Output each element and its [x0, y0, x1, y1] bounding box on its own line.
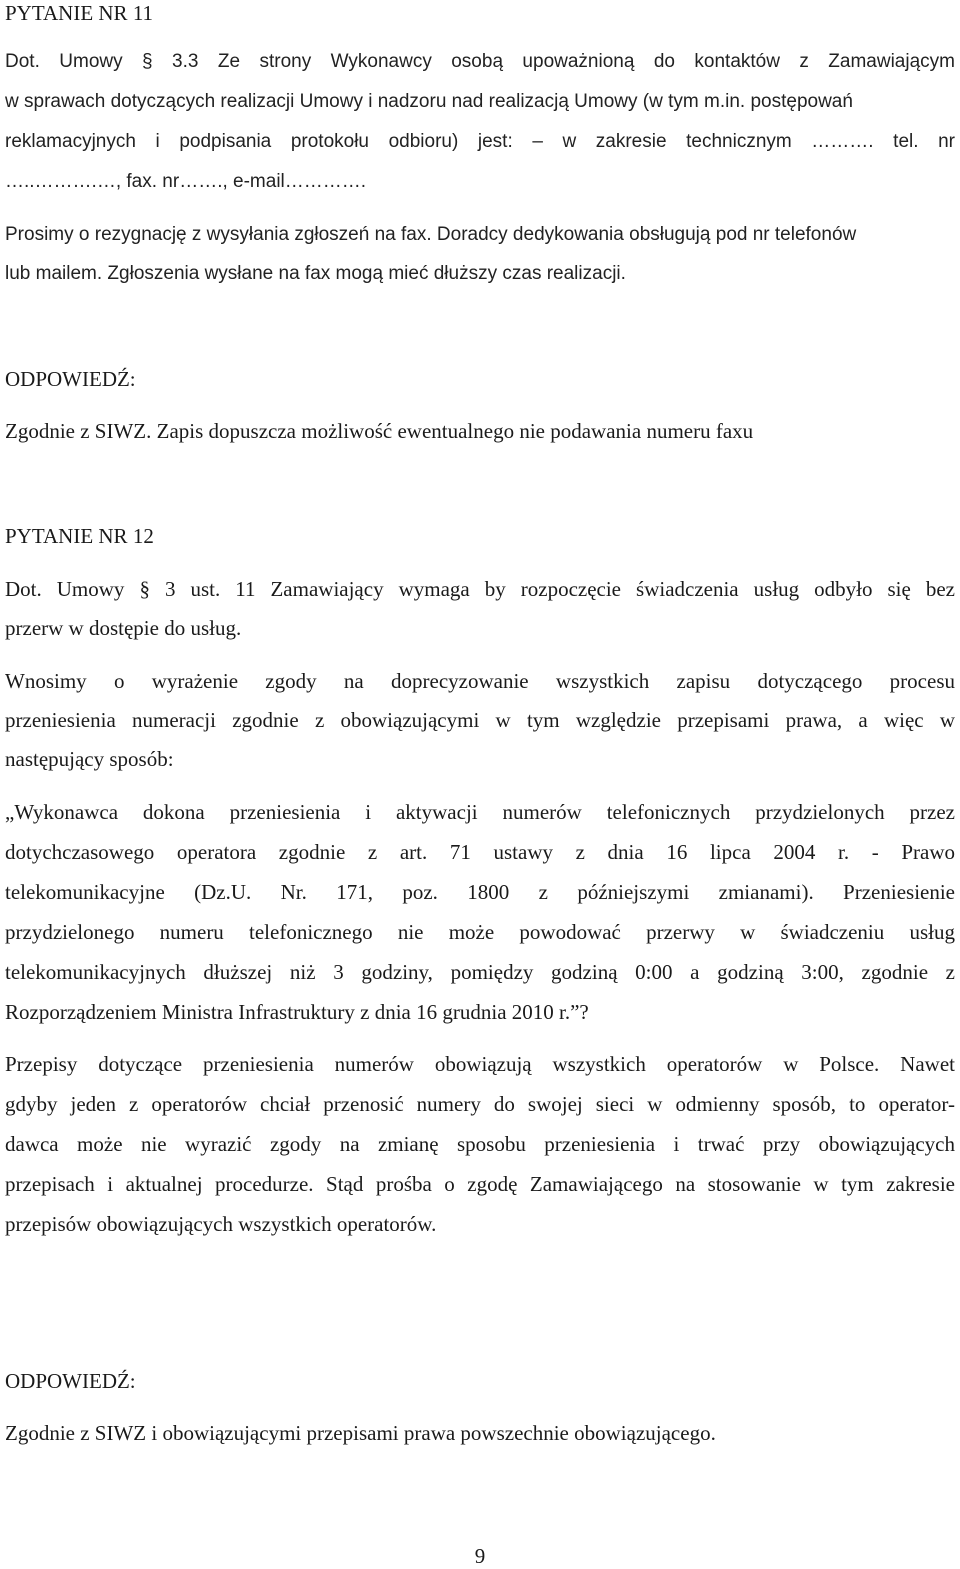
question-12-reason-line-4: przepisach i aktualnej procedurze. Stąd prośba o zgodę Zamawiającego na stosowanie w tym zakresie — [5, 1172, 955, 1196]
page-number: 9 — [474, 1544, 486, 1568]
question-12-answer: Zgodnie z SIWZ i obowiązującymi przepisami prawa powszechnie obowiązującego. — [5, 1421, 716, 1445]
question-11-answer: Zgodnie z SIWZ. Zapis dopuszcza możliwość ewentualnego nie podawania numeru faxu — [5, 419, 754, 443]
question-11-line-1: Dot. Umowy § 3.3 Ze strony Wykonawcy osobą upoważnioną do kontaktów z Zamawiającym — [5, 51, 955, 72]
question-12-quote-line-6: Rozporządzeniem Ministra Infrastruktury z dnia 16 grudnia 2010 r.”? — [5, 1000, 589, 1024]
question-12-reason-line-1: Przepisy dotyczące przeniesienia numerów obowiązują wszystkich operatorów w Polsce. Nawet — [5, 1052, 955, 1076]
question-12-answer-label: ODPOWIEDŹ: — [5, 1369, 136, 1393]
question-12-heading: PYTANIE NR 12 — [5, 524, 154, 548]
question-12-request-line-1: Wnosimy o wyrażenie zgody na doprecyzowanie wszystkich zapisu dotyczącego procesu — [5, 669, 955, 693]
question-12-request-line-2: przeniesienia numeracji zgodnie z obowiązującymi w tym względzie przepisami prawa, a więc w — [5, 708, 955, 732]
question-12-quote-line-5: telekomunikacyjnych dłuższej niż 3 godziny, pomiędzy godziną 0:00 a godziną 3:00, zgodnie z — [5, 960, 955, 984]
question-11-answer-label: ODPOWIEDŹ: — [5, 367, 136, 391]
question-12-quote-line-2: dotychczasowego operatora zgodnie z art. 71 ustawy z dnia 16 lipca 2004 r. - Prawo — [5, 840, 955, 864]
question-12-intro-line-2: przerw w dostępie do usług. — [5, 616, 242, 640]
question-11-line-6: lub mailem. Zgłoszenia wysłane na fax mogą mieć dłuższy czas realizacji. — [5, 263, 626, 284]
question-11-line-4: …..……….…, fax. nr……., e-mail…………. — [5, 171, 367, 192]
question-12-reason-line-3: dawca może nie wyrazić zgody na zmianę sposobu przeniesienia i trwać przy obowiązujących — [5, 1132, 955, 1156]
question-11-line-3: reklamacyjnych i podpisania protokołu odbioru) jest: – w zakresie technicznym ………. tel. nr — [5, 131, 955, 152]
question-12-quote-line-4: przydzielonego numeru telefonicznego nie może powodować przerwy w świadczeniu usług — [5, 920, 955, 944]
question-12-quote-line-1: „Wykonawca dokona przeniesienia i aktywacji numerów telefonicznych przydzielonych przez — [5, 800, 955, 824]
question-12-reason-line-2: gdyby jeden z operatorów chciał przenosić numery do swojej sieci w odmienny sposób, to operator- — [5, 1092, 955, 1116]
question-12-quote-line-3: telekomunikacyjne (Dz.U. Nr. 171, poz. 1800 z późniejszymi zmianami). Przeniesienie — [5, 880, 955, 904]
question-11-heading: PYTANIE NR 11 — [5, 1, 154, 25]
question-12-reason-line-5: przepisów obowiązujących wszystkich operatorów. — [5, 1212, 437, 1236]
question-12-request-line-3: następujący sposób: — [5, 747, 174, 771]
question-12-intro-line-1: Dot. Umowy § 3 ust. 11 Zamawiający wymaga by rozpoczęcie świadczenia usług odbyło się bez — [5, 577, 955, 601]
question-11-line-5: Prosimy o rezygnację z wysyłania zgłoszeń na fax. Doradcy dedykowania obsługują pod nr telefonów — [5, 224, 857, 245]
question-11-line-2: w sprawach dotyczących realizacji Umowy i nadzoru nad realizacją Umowy (w tym m.in. postępowań — [5, 91, 853, 112]
